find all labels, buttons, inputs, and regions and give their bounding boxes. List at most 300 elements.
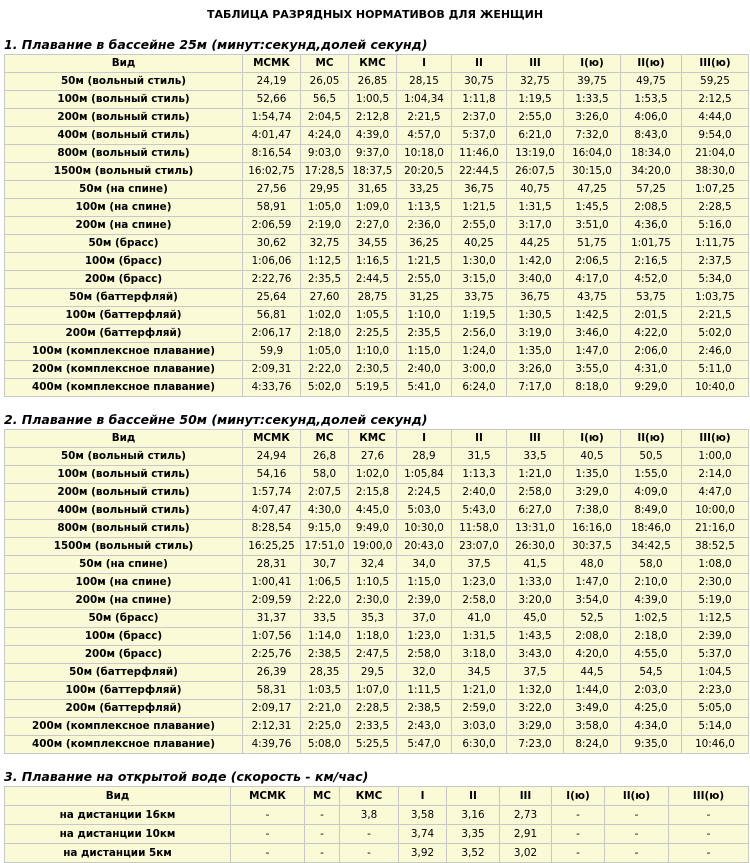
table-row [5,307,749,325]
norm-value-cell: 59,25 [682,73,749,91]
norm-value-cell: 1:05,0 [301,343,349,361]
event-name-cell: 100м (баттерфляй) [5,307,243,325]
norm-value-cell: 44,25 [507,235,564,253]
table-row [5,825,749,844]
header-row [5,787,749,806]
norm-value-cell: 2:58,0 [507,484,564,502]
norm-value-cell: 58,0 [301,466,349,484]
norm-value-cell: 1:31,5 [507,199,564,217]
norm-value-cell: 5:14,0 [682,718,749,736]
column-header-rank: КМС [349,430,397,448]
table-row [5,127,749,145]
table-row [5,520,749,538]
table-row [5,163,749,181]
norm-value-cell: 24,19 [243,73,301,91]
event-name-cell: 200м (комплексное плавание) [5,361,243,379]
norm-value-cell: 58,91 [243,199,301,217]
norm-value-cell: 2:58,0 [452,592,507,610]
table-row [5,664,749,682]
norm-value-cell: 2:09,17 [243,700,301,718]
norm-value-cell: 26,85 [349,73,397,91]
norm-value-cell: 1:12,5 [301,253,349,271]
norm-value-cell: 2:40,0 [397,361,452,379]
table-row [5,109,749,127]
norm-value-cell: 2:21,5 [682,307,749,325]
norm-value-cell: 3:43,0 [507,646,564,664]
norm-value-cell: 36,25 [397,235,452,253]
norm-value-cell: 3,8 [340,806,399,825]
norm-value-cell: 2:46,0 [682,343,749,361]
norm-value-cell: 1:08,0 [682,556,749,574]
norm-value-cell: 3:29,0 [507,718,564,736]
norm-value-cell: 1:16,5 [349,253,397,271]
norm-value-cell: - [305,806,340,825]
norm-value-cell: 4:52,0 [621,271,682,289]
norm-value-cell: 2:28,5 [349,700,397,718]
norm-value-cell: 5:41,0 [397,379,452,397]
norm-value-cell: 1:55,0 [621,466,682,484]
norm-value-cell: 29,5 [349,664,397,682]
norm-value-cell: 33,5 [301,610,349,628]
norm-value-cell: 40,5 [564,448,621,466]
norm-value-cell: 24,94 [243,448,301,466]
table-row [5,235,749,253]
norm-value-cell: 30:15,0 [564,163,621,181]
norm-value-cell: 1:02,5 [621,610,682,628]
norm-value-cell: 5:08,0 [301,736,349,754]
norm-value-cell: 4:20,0 [564,646,621,664]
norm-value-cell: 20:43,0 [397,538,452,556]
norm-value-cell: 3:00,0 [452,361,507,379]
norm-value-cell: 1:35,0 [507,343,564,361]
norm-value-cell: 2:07,5 [301,484,349,502]
norm-value-cell: 33,75 [452,289,507,307]
norm-value-cell: 34,5 [452,664,507,682]
norm-value-cell: 3,16 [447,806,500,825]
norm-value-cell: 18:34,0 [621,145,682,163]
norm-value-cell: 2:21,0 [301,700,349,718]
norm-value-cell: 2:39,0 [397,592,452,610]
norm-value-cell: 4:01,47 [243,127,301,145]
norm-value-cell: 13:31,0 [507,520,564,538]
event-name-cell: 200м (брасс) [5,271,243,289]
table-row [5,379,749,397]
norm-value-cell: 5:05,0 [682,700,749,718]
column-header-rank: III(ю) [682,55,749,73]
norm-value-cell: 7:17,0 [507,379,564,397]
norm-value-cell: 3:19,0 [507,325,564,343]
norm-value-cell: 2:37,0 [452,109,507,127]
norm-value-cell: 22:44,5 [452,163,507,181]
norm-value-cell: 3:29,0 [564,484,621,502]
norm-value-cell: 11:46,0 [452,145,507,163]
table-row [5,574,749,592]
norm-value-cell: 1:33,5 [564,91,621,109]
norm-value-cell: 36,75 [507,289,564,307]
column-header-rank: I(ю) [564,430,621,448]
norm-value-cell: 1:06,06 [243,253,301,271]
table-row [5,556,749,574]
norm-value-cell: 16:02,75 [243,163,301,181]
norm-value-cell: 1:42,5 [564,307,621,325]
norm-value-cell: 4:33,76 [243,379,301,397]
event-name-cell: 50м (вольный стиль) [5,73,243,91]
norm-value-cell: 40,25 [452,235,507,253]
norm-value-cell: 54,16 [243,466,301,484]
norm-value-cell: 58,0 [621,556,682,574]
column-header-rank: II [452,55,507,73]
norm-value-cell: 2:06,5 [564,253,621,271]
norm-value-cell: 34:42,5 [621,538,682,556]
event-name-cell: на дистанции 5км [5,844,231,863]
table-row [5,199,749,217]
norm-value-cell: - [605,825,669,844]
norm-value-cell: 2:22,0 [301,592,349,610]
norm-value-cell: 34,0 [397,556,452,574]
column-header-rank: II [452,430,507,448]
norm-value-cell: 2:09,59 [243,592,301,610]
column-header-rank: МСМК [243,430,301,448]
norm-value-cell: 57,25 [621,181,682,199]
norm-value-cell: 52,5 [564,610,621,628]
event-name-cell: 800м (вольный стиль) [5,520,243,538]
norm-value-cell: 7:32,0 [564,127,621,145]
table-row [5,253,749,271]
norm-value-cell: - [340,825,399,844]
norm-value-cell: 26:30,0 [507,538,564,556]
norm-value-cell: 4:39,0 [621,592,682,610]
norm-value-cell: 31,5 [452,448,507,466]
norm-value-cell: 34,55 [349,235,397,253]
event-name-cell: 200м (на спине) [5,217,243,235]
norm-value-cell: 32,4 [349,556,397,574]
norm-value-cell: 32,75 [507,73,564,91]
norm-value-cell: 11:58,0 [452,520,507,538]
norm-value-cell: 1:12,5 [682,610,749,628]
norm-value-cell: 1:47,0 [564,343,621,361]
norm-value-cell: 2:30,0 [349,592,397,610]
table-row [5,448,749,466]
norm-value-cell: 2:23,0 [682,682,749,700]
norm-value-cell: 30,62 [243,235,301,253]
norm-value-cell: 3:51,0 [564,217,621,235]
norm-value-cell: 18:46,0 [621,520,682,538]
norm-value-cell: 2:08,5 [621,199,682,217]
norm-value-cell: 3:15,0 [452,271,507,289]
norm-value-cell: 56,5 [301,91,349,109]
table-row [5,502,749,520]
norm-value-cell: 9:35,0 [621,736,682,754]
column-header-rank: III(ю) [682,430,749,448]
norm-value-cell: 8:49,0 [621,502,682,520]
norm-value-cell: 1:04,5 [682,664,749,682]
norm-value-cell: 2:40,0 [452,484,507,502]
norm-value-cell: 5:03,0 [397,502,452,520]
norm-value-cell: 2:35,5 [301,271,349,289]
norm-value-cell: 13:19,0 [507,145,564,163]
norm-value-cell: 4:24,0 [301,127,349,145]
norm-value-cell: 1:07,25 [682,181,749,199]
table-row [5,181,749,199]
norm-value-cell: 32,75 [301,235,349,253]
norm-value-cell: 31,37 [243,610,301,628]
norm-value-cell: 5:11,0 [682,361,749,379]
event-name-cell: 800м (вольный стиль) [5,145,243,163]
norm-value-cell: 31,65 [349,181,397,199]
norm-value-cell: 2:56,0 [452,325,507,343]
norm-value-cell: 1:23,0 [397,628,452,646]
norm-value-cell: 10:30,0 [397,520,452,538]
norm-value-cell: 5:02,0 [301,379,349,397]
norm-value-cell: 27,56 [243,181,301,199]
norm-value-cell: 1:05,0 [301,199,349,217]
table-row [5,145,749,163]
norm-value-cell: 23:07,0 [452,538,507,556]
column-header-rank: I [397,55,452,73]
event-name-cell: 50м (брасс) [5,235,243,253]
norm-value-cell: 1:03,5 [301,682,349,700]
norm-value-cell: 1:21,0 [452,682,507,700]
norm-value-cell: 21:04,0 [682,145,749,163]
norm-value-cell: 3:26,0 [564,109,621,127]
norm-value-cell: 5:47,0 [397,736,452,754]
norm-value-cell: 6:21,0 [507,127,564,145]
table-row [5,718,749,736]
norm-value-cell: 3,02 [500,844,552,863]
norm-value-cell: 48,0 [564,556,621,574]
norm-value-cell: 1:18,0 [349,628,397,646]
column-header-rank: I [397,430,452,448]
norm-value-cell: 1:13,5 [397,199,452,217]
norm-value-cell: 37,0 [397,610,452,628]
norm-value-cell: 1:03,75 [682,289,749,307]
norm-value-cell: 6:30,0 [452,736,507,754]
norm-value-cell: 10:46,0 [682,736,749,754]
norm-value-cell: 4:07,47 [243,502,301,520]
event-name-cell: на дистанции 16км [5,806,231,825]
norm-value-cell: 3,58 [399,806,447,825]
norm-value-cell: 26,39 [243,664,301,682]
norm-value-cell: 28,35 [301,664,349,682]
norm-value-cell: 2:43,0 [397,718,452,736]
norm-value-cell: 54,5 [621,664,682,682]
norm-value-cell: - [340,844,399,863]
norm-value-cell: 10:00,0 [682,502,749,520]
norm-value-cell: 28,15 [397,73,452,91]
norm-value-cell: 3:49,0 [564,700,621,718]
norm-value-cell: 4:17,0 [564,271,621,289]
norm-value-cell: 1:19,5 [452,307,507,325]
norm-value-cell: 2:03,0 [621,682,682,700]
norm-value-cell: 1:13,3 [452,466,507,484]
norm-value-cell: 49,75 [621,73,682,91]
table-row [5,806,749,825]
norm-value-cell: 56,81 [243,307,301,325]
norm-value-cell: 2:18,0 [301,325,349,343]
norm-value-cell: 2:18,0 [621,628,682,646]
norm-value-cell: 2:30,0 [682,574,749,592]
norm-value-cell: 10:40,0 [682,379,749,397]
norm-value-cell: 3:55,0 [564,361,621,379]
table-row [5,361,749,379]
norm-value-cell: 2:27,0 [349,217,397,235]
norm-value-cell: 1:57,74 [243,484,301,502]
norm-value-cell: 1:35,0 [564,466,621,484]
norm-value-cell: 4:36,0 [621,217,682,235]
norm-value-cell: 44,5 [564,664,621,682]
norm-value-cell: 5:16,0 [682,217,749,235]
norm-value-cell: 2:22,0 [301,361,349,379]
event-name-cell: 200м (вольный стиль) [5,484,243,502]
norm-value-cell: 20:20,5 [397,163,452,181]
norm-value-cell: 1:45,5 [564,199,621,217]
event-name-cell: 50м (брасс) [5,610,243,628]
norm-value-cell: - [552,806,605,825]
norm-value-cell: 29,95 [301,181,349,199]
norm-value-cell: 39,75 [564,73,621,91]
event-name-cell: 100м (брасс) [5,253,243,271]
norm-value-cell: 2:38,5 [301,646,349,664]
norm-value-cell: 51,75 [564,235,621,253]
norm-value-cell: - [669,825,749,844]
table-row [5,700,749,718]
column-header-rank: II(ю) [621,55,682,73]
norm-value-cell: - [231,844,305,863]
table-row [5,484,749,502]
norm-value-cell: 6:24,0 [452,379,507,397]
norm-value-cell: 5:37,0 [452,127,507,145]
norm-value-cell: 50,5 [621,448,682,466]
norm-value-cell: 27,60 [301,289,349,307]
norm-value-cell: 4:44,0 [682,109,749,127]
norm-value-cell: 38:30,0 [682,163,749,181]
norm-value-cell: 1:32,0 [507,682,564,700]
event-name-cell: 100м (баттерфляй) [5,682,243,700]
event-name-cell: 50м (баттерфляй) [5,664,243,682]
norm-value-cell: - [605,844,669,863]
norm-value-cell: 2:58,0 [397,646,452,664]
norm-value-cell: 2:22,76 [243,271,301,289]
norm-value-cell: 34:20,0 [621,163,682,181]
norm-value-cell: 25,64 [243,289,301,307]
norm-value-cell: 1:24,0 [452,343,507,361]
header-row [5,430,749,448]
column-header-rank: II [447,787,500,806]
norm-value-cell: 3:46,0 [564,325,621,343]
norm-value-cell: 1:14,0 [301,628,349,646]
norm-value-cell: - [552,825,605,844]
norm-value-cell: 2:01,5 [621,307,682,325]
section-title-pool-50m: 2. Плавание в бассейне 50м (минут:секунд,долей секунд) [4,412,428,427]
norm-value-cell: 17:28,5 [301,163,349,181]
norm-value-cell: 2:38,5 [397,700,452,718]
norm-value-cell: 5:43,0 [452,502,507,520]
norm-value-cell: 53,75 [621,289,682,307]
norm-value-cell: 2:55,0 [507,109,564,127]
column-header-rank: МСМК [243,55,301,73]
norm-value-cell: 4:25,0 [621,700,682,718]
norm-value-cell: 2:55,0 [397,271,452,289]
norm-value-cell: 1:15,0 [397,343,452,361]
event-name-cell: 50м (вольный стиль) [5,448,243,466]
column-header-event: Вид [5,55,243,73]
norm-value-cell: 2,91 [500,825,552,844]
norm-value-cell: 8:16,54 [243,145,301,163]
table-row [5,466,749,484]
norm-value-cell: 58,31 [243,682,301,700]
table-row [5,289,749,307]
page-title: ТАБЛИЦА РАЗРЯДНЫХ НОРМАТИВОВ ДЛЯ ЖЕНЩИН [206,8,544,21]
norm-value-cell: 45,0 [507,610,564,628]
norm-value-cell: 3:17,0 [507,217,564,235]
table-row [5,91,749,109]
norm-value-cell: 31,25 [397,289,452,307]
norm-value-cell: 9:29,0 [621,379,682,397]
event-name-cell: на дистанции 10км [5,825,231,844]
norm-value-cell: 3:26,0 [507,361,564,379]
column-header-rank: КМС [349,55,397,73]
column-header-event: Вид [5,430,243,448]
norm-value-cell: 4:57,0 [397,127,452,145]
norm-value-cell: 17:51,0 [301,538,349,556]
norm-value-cell: 1:05,5 [349,307,397,325]
norm-value-cell: 2,73 [500,806,552,825]
norm-value-cell: 1:21,0 [507,466,564,484]
norm-value-cell: - [552,844,605,863]
norm-value-cell: 1:43,5 [507,628,564,646]
norm-value-cell: 5:37,0 [682,646,749,664]
header-row [5,55,749,73]
norm-value-cell: 9:37,0 [349,145,397,163]
norm-value-cell: 1:00,0 [682,448,749,466]
norm-value-cell: 8:43,0 [621,127,682,145]
norm-value-cell: 37,5 [452,556,507,574]
norm-value-cell: 35,3 [349,610,397,628]
norm-value-cell: 4:39,0 [349,127,397,145]
norm-value-cell: 2:59,0 [452,700,507,718]
column-header-rank: III(ю) [669,787,749,806]
norm-value-cell: 5:19,5 [349,379,397,397]
norm-value-cell: 5:02,0 [682,325,749,343]
norm-value-cell: 1:30,5 [507,307,564,325]
norm-value-cell: 3:58,0 [564,718,621,736]
event-name-cell: 100м (на спине) [5,199,243,217]
norm-value-cell: 30,7 [301,556,349,574]
norm-value-cell: 4:31,0 [621,361,682,379]
norm-value-cell: 9:54,0 [682,127,749,145]
event-name-cell: 50м (баттерфляй) [5,289,243,307]
norm-value-cell: 2:28,5 [682,199,749,217]
norm-value-cell: 1:53,5 [621,91,682,109]
event-name-cell: 100м (брасс) [5,628,243,646]
column-header-rank: II(ю) [621,430,682,448]
norm-value-cell: 1:15,0 [397,574,452,592]
norm-value-cell: 26,8 [301,448,349,466]
norm-value-cell: 21:16,0 [682,520,749,538]
table-row [5,343,749,361]
norm-value-cell: 26,05 [301,73,349,91]
norm-value-cell: 3:03,0 [452,718,507,736]
norm-value-cell: 2:35,5 [397,325,452,343]
norm-value-cell: 5:34,0 [682,271,749,289]
norm-value-cell: 8:28,54 [243,520,301,538]
norm-value-cell: 3,35 [447,825,500,844]
norm-value-cell: 1:00,5 [349,91,397,109]
event-name-cell: 100м (вольный стиль) [5,91,243,109]
norm-value-cell: 2:04,5 [301,109,349,127]
norm-value-cell: 9:03,0 [301,145,349,163]
norm-value-cell: 4:30,0 [301,502,349,520]
